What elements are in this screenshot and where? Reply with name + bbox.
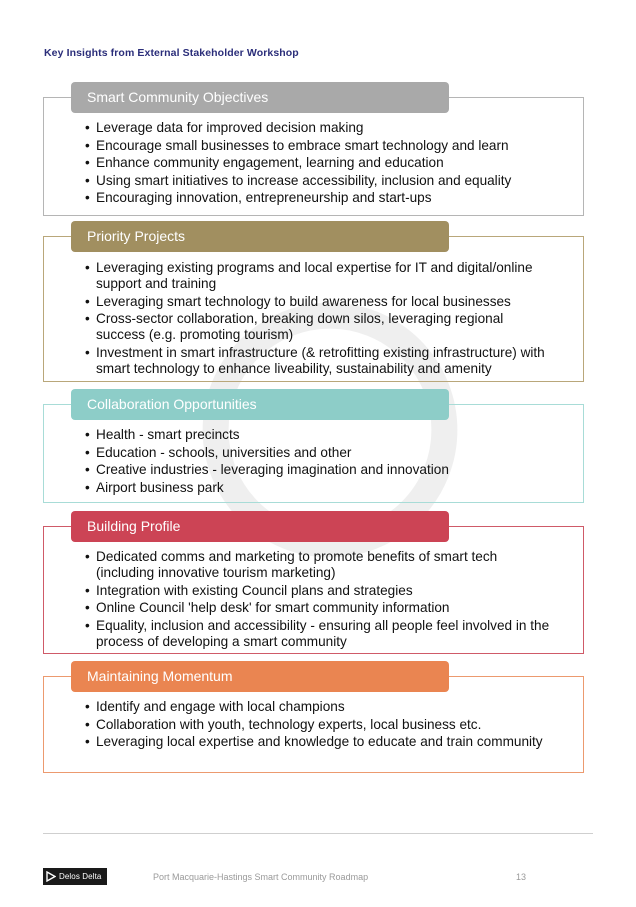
list-item: • Health - smart precincts <box>85 427 554 443</box>
section-title: Maintaining Momentum <box>71 661 449 692</box>
list-item: • Airport business park <box>85 480 554 496</box>
section-title: Collaboration Opportunities <box>71 389 449 420</box>
list-item: • Creative industries - leveraging imagination and innovation <box>85 462 554 478</box>
list-item: • Leveraging existing programs and local expertise for IT and digital/online support and training <box>85 260 554 292</box>
list-item: • Dedicated comms and marketing to promote benefits of smart tech (including innovative tourism marketing) <box>85 549 554 581</box>
bullet-list <box>85 427 554 497</box>
list-item: • Using smart initiatives to increase accessibility, inclusion and equality <box>85 173 554 189</box>
logo-mark-icon <box>46 871 56 882</box>
section-title: Smart Community Objectives <box>71 82 449 113</box>
list-item: • Investment in smart infrastructure (& retrofitting existing infrastructure) with smart technology to enhance liveability, sustainability and amenity <box>85 345 554 377</box>
section-title: Priority Projects <box>71 221 449 252</box>
list-item: • Integration with existing Council plans and strategies <box>85 583 554 599</box>
section-title: Building Profile <box>71 511 449 542</box>
list-item: • Education - schools, universities and other <box>85 445 554 461</box>
logo-text: Delos Delta <box>59 872 102 881</box>
list-item: • Equality, inclusion and accessibility - ensuring all people feel involved in the process of developing a smart community <box>85 618 554 650</box>
bullet-list <box>85 120 554 208</box>
footer-divider <box>43 833 593 834</box>
bullet-list <box>85 549 554 651</box>
list-item: • Encourage small businesses to embrace smart technology and learn <box>85 138 554 154</box>
list-item: • Enhance community engagement, learning and education <box>85 155 554 171</box>
bullet-list <box>85 260 554 378</box>
list-item: • Cross-sector collaboration, breaking down silos, leveraging regional success (e.g. promoting tourism) <box>85 311 554 343</box>
page-number: 13 <box>516 872 527 882</box>
page-heading: Key Insights from External Stakeholder Workshop <box>44 47 299 59</box>
list-item: • Leveraging smart technology to build awareness for local businesses <box>85 294 554 310</box>
list-item: • Encouraging innovation, entrepreneurship and start-ups <box>85 190 554 206</box>
section-priority-projects <box>43 221 584 382</box>
list-item: • Identify and engage with local champions <box>85 699 554 715</box>
footer-title: Port Macquarie-Hastings Smart Community Roadmap <box>153 872 369 882</box>
list-item: • Leveraging local expertise and knowledge to educate and train community <box>85 734 554 750</box>
section-collaboration-opportunities <box>43 389 584 503</box>
section-building-profile <box>43 511 584 654</box>
section-smart-community-objectives <box>43 82 584 216</box>
bullet-list <box>85 699 554 752</box>
list-item: • Collaboration with youth, technology experts, local business etc. <box>85 717 554 733</box>
section-maintaining-momentum <box>43 661 584 773</box>
company-logo <box>43 868 107 885</box>
list-item: • Leverage data for improved decision making <box>85 120 554 136</box>
list-item: • Online Council 'help desk' for smart community information <box>85 600 554 616</box>
